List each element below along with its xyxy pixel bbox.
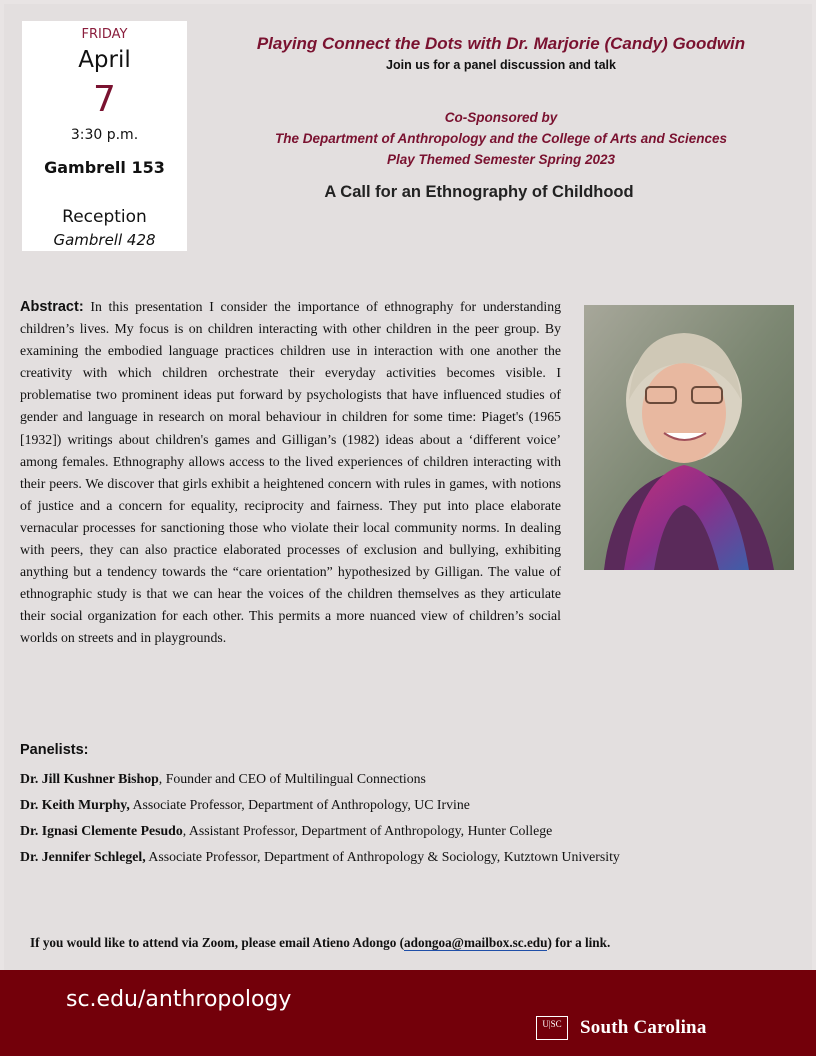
event-date-number: 7 [93, 79, 116, 120]
panelist-item [20, 770, 660, 787]
university-logo [536, 1016, 707, 1040]
zoom-note [30, 935, 610, 951]
reception-location: Gambrell 428 [53, 231, 156, 249]
abstract-text: In this presentation I consider the importance of ethnography for understanding children’s lives. My focus is on children interacting with other children in the peer group. By examining the embodied language practices children use in interaction with one another the creativity with which children orchestrate their everyday activities becomes visible. I problematise two prominent ideas put forward by psychologists that have influenced studies of gender and language in research on moral behaviour in children for some time: Piaget's (1965 [1932]) writings about children's games and Gilligan’s (1982) ideas about a ‘different voice’ among females. Ethnography allows access to the lived experiences of children interacting with their peers. We discover that girls exhibit a heightened concern with rules in games, with notions of justice and a concern for equality, reciprocity and fairness. They put into place elaborate vernacular processes for sanctioning those who violate their local community norms. In dealing with peers, they can also practice elaborated processes of exclusion and bullying, exhibiting anything but a tendency towards the “care orientation” hypothesized by Gilligan. The value of ethnographic study is that we can hear the voices of the children themselves as they articulate their social organization for each other. This permits a more nuanced view of children’s social worlds on streets and in playgrounds. [20, 299, 561, 646]
speaker-photo [584, 305, 794, 570]
event-location: Gambrell 153 [44, 158, 165, 177]
speaker-portrait-image [584, 305, 794, 570]
zoom-text-after: ) for a link. [547, 935, 611, 950]
abstract [20, 296, 561, 650]
talk-title: A Call for an Ethnography of Childhood [324, 183, 634, 201]
university-name: South Carolina [580, 1017, 707, 1038]
panelists-heading: Panelists: [20, 742, 89, 758]
zoom-text-before: If you would like to attend via Zoom, please email Atieno Adongo ( [30, 935, 405, 950]
footer-url[interactable]: sc.edu/anthropology [66, 987, 292, 1012]
event-month: April [78, 47, 131, 73]
panelist-role: Associate Professor, Department of Anthropology, UC Irvine [129, 797, 470, 812]
zoom-email-link[interactable]: adongoa@mailbox.sc.edu [404, 935, 548, 950]
panelist-item [20, 848, 660, 865]
panelists-list [20, 770, 660, 874]
panelist-name: Dr. Ignasi Clemente Pesudo [20, 823, 183, 838]
panelist-role: Associate Professor, Department of Anthropology & Sociology, Kutztown University [145, 849, 620, 864]
cosponsor-line: Co-Sponsored by [444, 110, 558, 125]
university-seal-icon: U|SC [536, 1016, 568, 1040]
event-day: FRIDAY [81, 27, 128, 42]
cosponsor-line: Play Themed Semester Spring 2023 [386, 152, 616, 167]
cosponsor-line: The Department of Anthropology and the College of Arts and Sciences [274, 131, 728, 146]
panelist-role: , Assistant Professor, Department of Anthropology, Hunter College [182, 823, 553, 838]
cosponsors [196, 107, 806, 170]
event-subtitle: Join us for a panel discussion and talk [386, 58, 616, 72]
panelist-role: , Founder and CEO of Multilingual Connections [158, 771, 426, 786]
event-time: 3:30 p.m. [70, 127, 139, 143]
panelist-name: Dr. Keith Murphy, [20, 797, 130, 812]
reception-label: Reception [62, 207, 147, 227]
abstract-label: Abstract: [20, 299, 84, 315]
event-date-box [22, 21, 187, 251]
event-title: Playing Connect the Dots with Dr. Marjorie (Candy) Goodwin [256, 34, 746, 53]
footer-bar [0, 970, 816, 1056]
panelist-item [20, 796, 660, 813]
panelist-name: Dr. Jennifer Schlegel, [20, 849, 146, 864]
panelist-name: Dr. Jill Kushner Bishop [20, 771, 159, 786]
panelist-item [20, 822, 660, 839]
